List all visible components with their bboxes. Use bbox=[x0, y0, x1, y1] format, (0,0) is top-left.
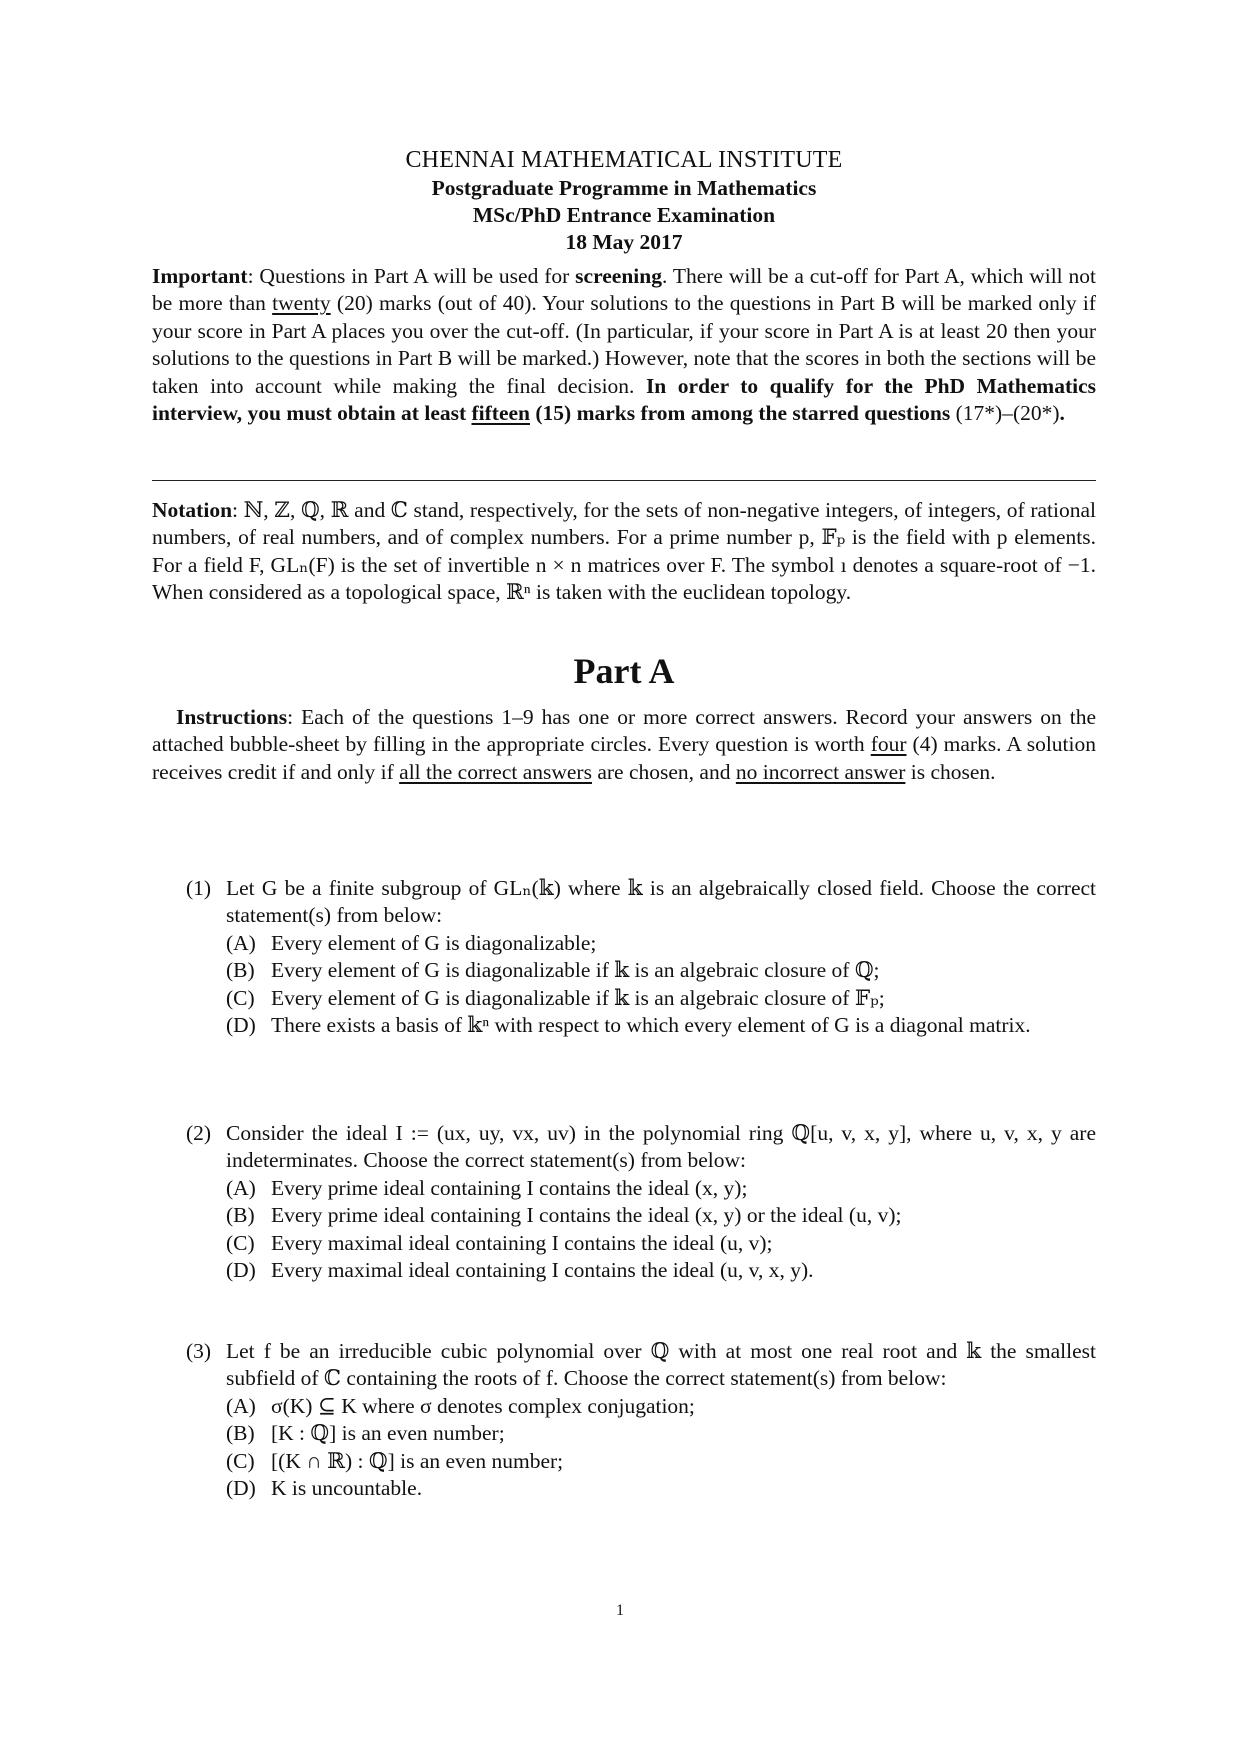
qualify-text-1: In order to qualify for the PhD Mathematics interview, you must obtain at least bbox=[152, 373, 1096, 426]
option-text: [(K ∩ ℝ) : ℚ] is an even number; bbox=[271, 1448, 564, 1473]
option-d bbox=[226, 1012, 1096, 1039]
option-c bbox=[226, 1230, 1096, 1257]
important-label: Important bbox=[152, 264, 248, 288]
page-number: 1 bbox=[616, 1602, 624, 1619]
option-d bbox=[226, 1257, 1096, 1284]
option-label: (D) bbox=[226, 1258, 256, 1283]
option-a bbox=[226, 1175, 1096, 1202]
instructions-text-3: are chosen, and bbox=[591, 759, 736, 784]
notation-paragraph bbox=[152, 497, 1096, 607]
option-label: (A) bbox=[226, 930, 256, 955]
option-b bbox=[226, 1202, 1096, 1229]
important-end: . bbox=[1059, 401, 1065, 426]
option-c bbox=[226, 985, 1096, 1012]
option-b bbox=[226, 1420, 1096, 1447]
option-a bbox=[226, 930, 1096, 957]
question-3 bbox=[186, 1338, 1096, 1502]
fifteen-word: fifteen bbox=[471, 401, 531, 426]
exam-name: MSc/PhD Entrance Examination bbox=[472, 203, 776, 227]
option-c bbox=[226, 1448, 1096, 1475]
option-label: (C) bbox=[226, 1230, 255, 1255]
all-correct-phrase: all the correct answers bbox=[399, 759, 592, 784]
instructions-text-2: (4) marks. A solution receives credit if and only if bbox=[152, 732, 1096, 784]
option-text: Every maximal ideal containing I contains the ideal (u, v, x, y). bbox=[271, 1258, 814, 1283]
programme-name: Postgraduate Programme in Mathematics bbox=[431, 176, 817, 200]
exam-date: 18 May 2017 bbox=[565, 230, 683, 254]
option-text: Every element of G is diagonalizable; bbox=[271, 930, 597, 955]
header bbox=[152, 146, 1096, 256]
option-text: Every prime ideal containing I contains the ideal (x, y) or the ideal (u, v); bbox=[271, 1203, 902, 1228]
option-d bbox=[226, 1475, 1096, 1502]
starred-range: (17*)–(20*) bbox=[950, 401, 1060, 426]
option-text: [K : ℚ] is an even number; bbox=[271, 1421, 505, 1446]
important-paragraph bbox=[152, 263, 1096, 427]
question-stem: Let G be a finite subgroup of GLₙ(𝕜) where 𝕜 is an algebraically closed field. Choose the correct statement(s) from below: bbox=[226, 876, 1096, 928]
no-incorrect-phrase: no incorrect answer bbox=[735, 759, 906, 784]
important-text-2: . There will be a cut-off for Part A, which will not be more than bbox=[152, 264, 1097, 316]
important-text-3: (20) marks (out of 40). Your solutions to the questions in Part B will be marked only if your score in Part A places you over the cut-off. (In particular, if your score in Part A is at least 20 then your solutions to the questions in Part B will be marked.) However, note that the scores in both the sections will be taken into account while making the final decision. bbox=[152, 291, 1096, 398]
option-label: (B) bbox=[226, 1203, 255, 1228]
option-label: (C) bbox=[226, 1448, 255, 1473]
option-label: (A) bbox=[226, 1175, 256, 1200]
option-text: Every element of G is diagonalizable if 𝕜 is an algebraic closure of ℚ; bbox=[271, 958, 880, 983]
option-label: (D) bbox=[226, 1013, 256, 1038]
instructions-paragraph bbox=[152, 704, 1096, 786]
instructions-text-4: is chosen. bbox=[905, 759, 996, 784]
important-text-1: : Questions in Part A will be used for bbox=[247, 264, 576, 288]
section-divider bbox=[152, 480, 1096, 481]
option-b bbox=[226, 957, 1096, 984]
option-label: (A) bbox=[226, 1393, 256, 1418]
option-label: (C) bbox=[226, 985, 255, 1010]
question-1 bbox=[186, 875, 1096, 1039]
notation-text: : ℕ, ℤ, ℚ, ℝ and ℂ stand, respectively, for the sets of non-negative integers, of integers, of rational numbers, of real numbers, and of complex numbers. For a prime number p, 𝔽ₚ is the field with p elements. For a field F, GLₙ(F) is the set of invertible n × n matrices over F. The symbol ı denotes a square-root of −1. When considered as a topological space, ℝⁿ is taken with the euclidean topology. bbox=[152, 498, 1096, 605]
option-label: (D) bbox=[226, 1476, 256, 1501]
twenty-word: twenty bbox=[272, 291, 331, 316]
option-label: (B) bbox=[226, 958, 255, 983]
institute-name: CHENNAI MATHEMATICAL INSTITUTE bbox=[405, 147, 843, 173]
part-title: Part A bbox=[573, 651, 675, 691]
question-2 bbox=[186, 1120, 1096, 1284]
notation-label: Notation bbox=[152, 498, 233, 522]
question-stem: Let f be an irreducible cubic polynomial over ℚ with at most one real root and 𝕜 the smallest subfield of ℂ containing the roots of f. Choose the correct statement(s) from below: bbox=[226, 1339, 1096, 1391]
instructions-label: Instructions bbox=[176, 705, 288, 729]
option-text: Every maximal ideal containing I contains the ideal (u, v); bbox=[271, 1230, 773, 1255]
option-a bbox=[226, 1393, 1096, 1420]
option-text: Every element of G is diagonalizable if 𝕜 is an algebraic closure of 𝔽ₚ; bbox=[271, 985, 885, 1010]
option-label: (B) bbox=[226, 1421, 255, 1446]
question-number: (1) bbox=[186, 876, 212, 900]
four-word: four bbox=[870, 732, 907, 757]
instructions-text-1: : Each of the questions 1–9 has one or more correct answers. Record your answers on the attached bubble-sheet by filling in the appropriate circles. Every question is worth bbox=[152, 705, 1096, 757]
option-text: K is uncountable. bbox=[271, 1476, 423, 1501]
screening-word: screening bbox=[575, 264, 662, 288]
question-number: (3) bbox=[186, 1339, 212, 1363]
option-text: There exists a basis of 𝕜ⁿ with respect to which every element of G is a diagonal matrix. bbox=[271, 1013, 1031, 1038]
option-text: σ(K) ⊆ K where σ denotes complex conjugation; bbox=[271, 1393, 695, 1418]
question-stem: Consider the ideal I := (ux, uy, vx, uv) in the polynomial ring ℚ[u, v, x, y], where u, v, x, y are indeterminates. Choose the correct statement(s) from below: bbox=[226, 1121, 1096, 1173]
option-text: Every prime ideal containing I contains the ideal (x, y); bbox=[271, 1175, 748, 1200]
question-number: (2) bbox=[186, 1121, 212, 1145]
qualify-text-2: (15) marks from among the starred questions bbox=[530, 401, 951, 426]
